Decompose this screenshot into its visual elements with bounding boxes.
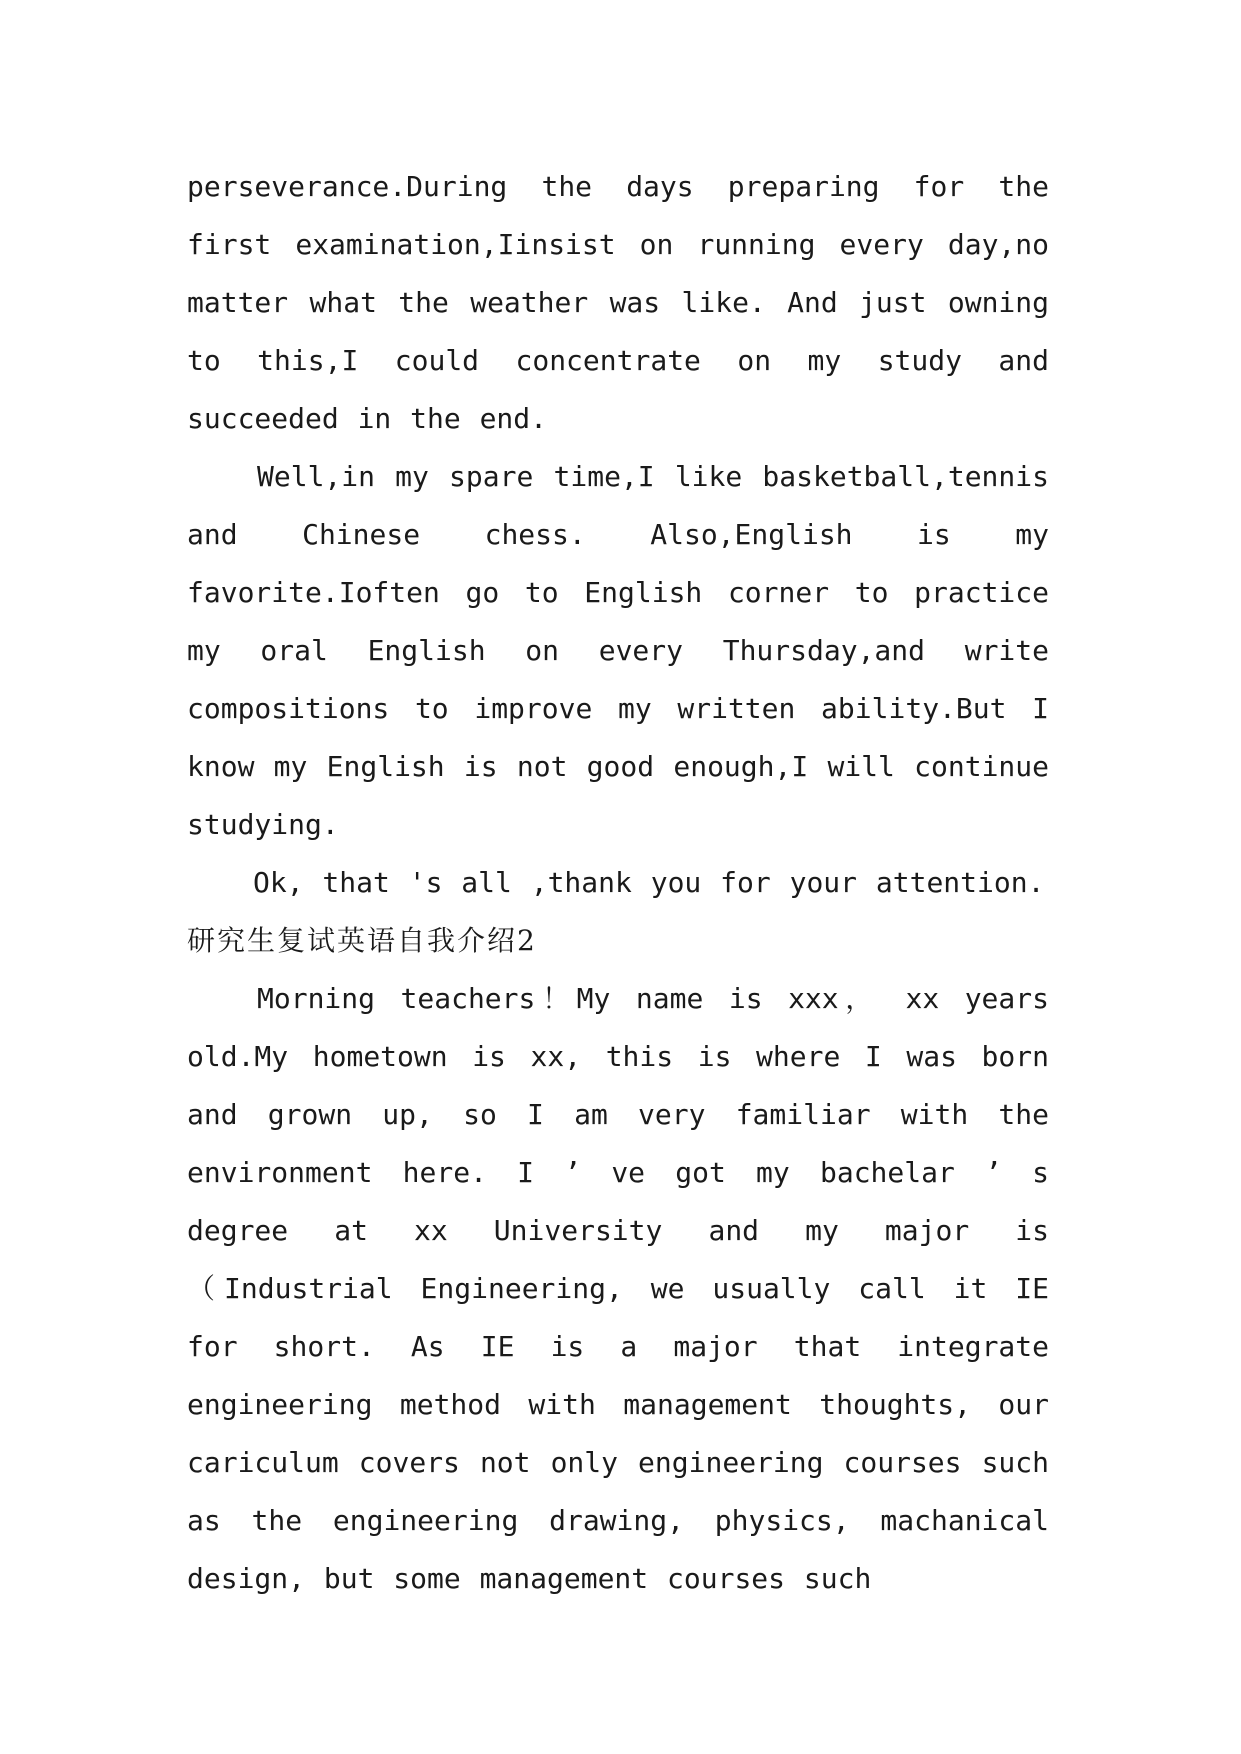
document-body [187, 158, 1049, 1608]
paragraph-closing: Ok, that 's all ,thank you for your attention. [253, 866, 1045, 899]
paragraph-morning-teachers: Morning teachers！My name is xxx， xx years old.My hometown is xx, this is where I was born and grown up, so I am very familiar with the environment here. I ’ ve got my bachelar ’ s degree at xx University and my major is（Industrial Engineering, we usually call it IE for short. As IE is a major that integrate engineering method with management thoughts, our cariculum covers not only engineering courses such as the engineering drawing, physics, machanical design, but some management courses such [187, 982, 1049, 1595]
section-heading: 研究生复试英语自我介绍2 [187, 924, 537, 957]
paragraph-spare-time: Well,in my spare time,I like basketball,tennis and Chinese chess. Also,English is my favorite.Ioften go to English corner to practice my oral English on every Thursday,and write compositions to improve my written ability.But I know my English is not good enough,I will continue studying. [187, 460, 1049, 841]
paragraph-perseverance: perseverance.During the days preparing for the first examination,Iinsist on running every day,no matter what the weather was like. And just owning to this,I could concentrate on my study and succeeded in the end. [187, 170, 1049, 435]
